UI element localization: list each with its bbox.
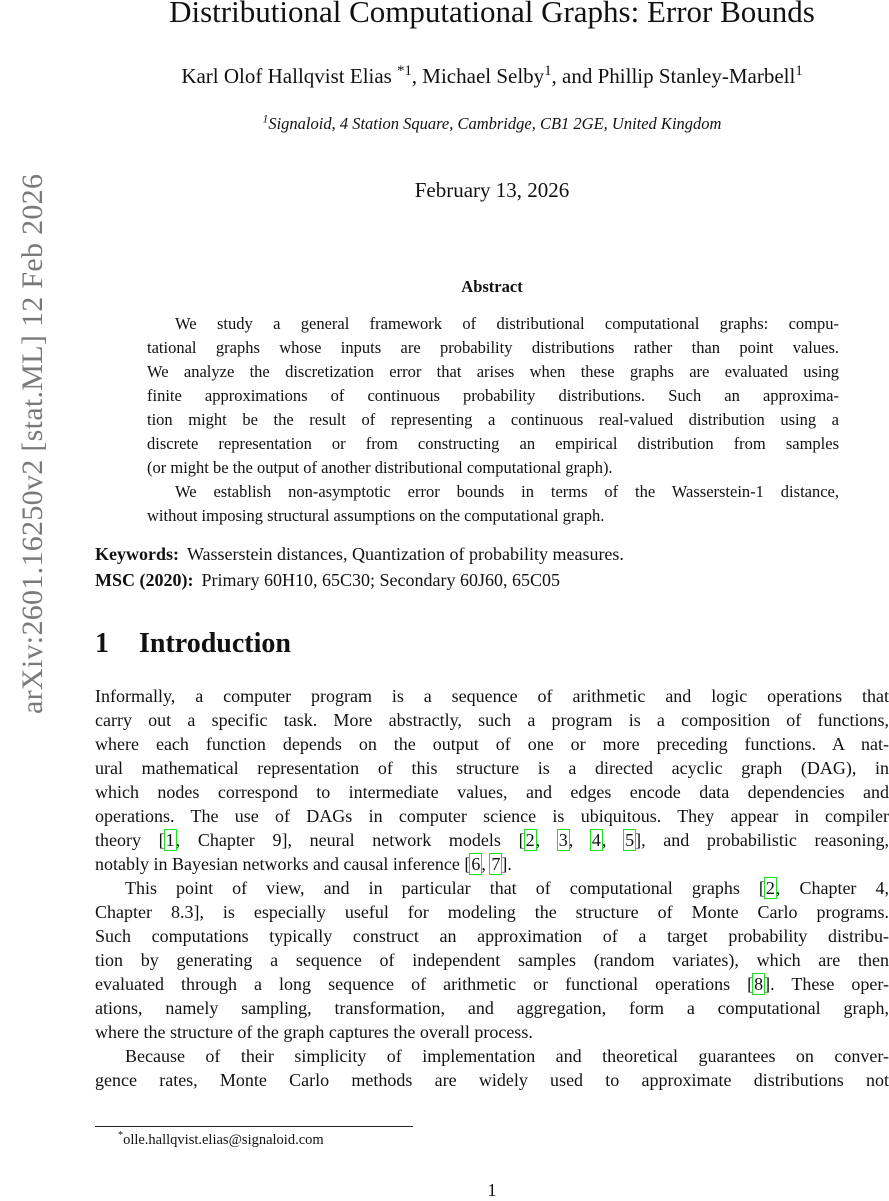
body-line: Such computations typically construct an approximation of a target probability distribu-: [95, 926, 889, 946]
author-3-marker: 1: [795, 63, 803, 79]
footnote: [118, 1132, 324, 1149]
body-text: , Chapter 4,: [775, 878, 889, 898]
page-number: 1: [487, 1180, 497, 1200]
footnote-email: olle.hallqvist.elias@signaloid.com: [123, 1132, 324, 1148]
author-1-marker: *1: [397, 63, 412, 79]
footnote-marker: *: [118, 1130, 124, 1142]
body-line: ations, namely sampling, transformation, and aggregation, form a computational graph,: [95, 998, 889, 1018]
body-line: gence rates, Monte Carlo methods are widely used to approximate distributions not: [95, 1070, 889, 1090]
body-text: theory [: [95, 830, 165, 850]
keywords-label: Keywords:: [95, 544, 179, 564]
body-text: ], and probabilistic reasoning,: [635, 830, 889, 850]
body-line: where the structure of the graph captures the overall process.: [95, 1022, 533, 1042]
section-number: 1: [95, 628, 109, 659]
affiliation-text: Signaloid, 4 Station Square, Cambridge, CB1 2GE, United Kingdom: [268, 114, 722, 133]
body-text: This point of view, and in particular that of computational graphs [: [125, 878, 765, 898]
abstract-line: (or might be the output of another distributional computational graph).: [147, 458, 613, 477]
citation-link[interactable]: 6: [471, 854, 481, 874]
msc-text: Primary 60H10, 65C30; Secondary 60J60, 65C05: [201, 570, 560, 590]
msc-classification: [95, 570, 560, 591]
body-line: Informally, a computer program is a sequence of arithmetic and logic operations that: [95, 686, 889, 706]
body-line: which nodes correspond to intermediate values, and edges encode data dependencies and: [95, 782, 889, 802]
paper-title: Distributional Computational Graphs: Error Bounds: [169, 0, 815, 29]
citation-link[interactable]: 4: [591, 830, 601, 850]
body-text: notably in Bayesian networks and causal inference [: [95, 854, 471, 874]
body-line: [95, 972, 889, 996]
abstract-line: finite approximations of continuous probability distributions. Such an approxima-: [147, 386, 839, 405]
body-line: carry out a specific task. More abstractly, such a program is a composition of functions,: [95, 710, 889, 730]
abstract-heading: Abstract: [461, 277, 523, 296]
body-line: notably in Bayesian networks and causal inference [6, 7].: [95, 854, 512, 874]
abstract-line: without imposing structural assumptions on the computational graph.: [147, 506, 605, 525]
body-line: theory [1, Chapter 9], neural network models [2, 3, 4, 5], and probabilistic reasoning,: [95, 830, 889, 850]
abstract-line: We study a general framework of distributional computational graphs: compu-: [175, 314, 839, 333]
abstract-line: We establish non-asymptotic error bounds in terms of the Wasserstein-1 distance,: [175, 482, 839, 501]
citation-link[interactable]: 2: [525, 830, 535, 850]
citation-link[interactable]: 1: [165, 830, 175, 850]
body-text: evaluated through a long sequence of arithmetic or functional operations [: [95, 974, 754, 994]
abstract-line: tion might be the result of representing a continuous real-valued distribution using a: [147, 410, 839, 429]
citation-link[interactable]: 8: [754, 974, 764, 994]
abstract-line: We analyze the discretization error that arises when these graphs are evaluated using: [147, 362, 839, 381]
author-2-marker: 1: [544, 63, 552, 79]
arxiv-identifier: arXiv:2601.16250v2 [stat.ML] 12 Feb 2026: [16, 173, 49, 714]
affiliation-marker: 1: [262, 113, 269, 126]
author-3: , and Phillip Stanley-Marbell: [551, 64, 796, 88]
affiliation: [95, 114, 889, 134]
body-line: Because of their simplicity of implementation and theoretical guarantees on conver-: [125, 1046, 889, 1066]
footnote-divider: [95, 1126, 413, 1127]
body-line: [95, 876, 889, 900]
abstract-line: tational graphs whose inputs are probability distributions rather than point values.: [147, 338, 839, 357]
section-heading: [95, 628, 291, 660]
body-text: ]. These oper-: [764, 974, 889, 994]
body-line: ural mathematical representation of this structure is a directed acyclic graph (DAG), in: [95, 758, 889, 778]
author-1: Karl Olof Hallqvist Elias: [181, 64, 398, 88]
citation-link[interactable]: 7: [491, 854, 501, 874]
author-list: [95, 64, 889, 89]
citation-link[interactable]: 3: [558, 830, 568, 850]
body-text: ].: [501, 854, 512, 874]
body-line: tion by generating a sequence of independent samples (random variates), which are then: [95, 950, 889, 970]
body-text: , Chapter 9], neural network models [: [175, 830, 525, 850]
publication-date: February 13, 2026: [414, 178, 570, 202]
citation-link[interactable]: 2: [765, 878, 775, 898]
keywords-text: Wasserstein distances, Quantization of probability measures.: [187, 544, 624, 564]
citation-link[interactable]: 5: [625, 830, 635, 850]
body-line: where each function depends on the output of one or more preceding functions. A nat-: [95, 734, 889, 754]
keywords: [95, 544, 624, 565]
msc-label: MSC (2020):: [95, 570, 194, 590]
body-line: Chapter 8.3], is especially useful for modeling the structure of Monte Carlo programs.: [95, 902, 889, 922]
body-line: operations. The use of DAGs in computer science is ubiquitous. They appear in compiler: [95, 806, 889, 826]
author-2: , Michael Selby: [411, 64, 545, 88]
section-title: Introduction: [139, 628, 291, 659]
abstract-line: discrete representation or from constructing an empirical distribution from samples: [147, 434, 839, 453]
